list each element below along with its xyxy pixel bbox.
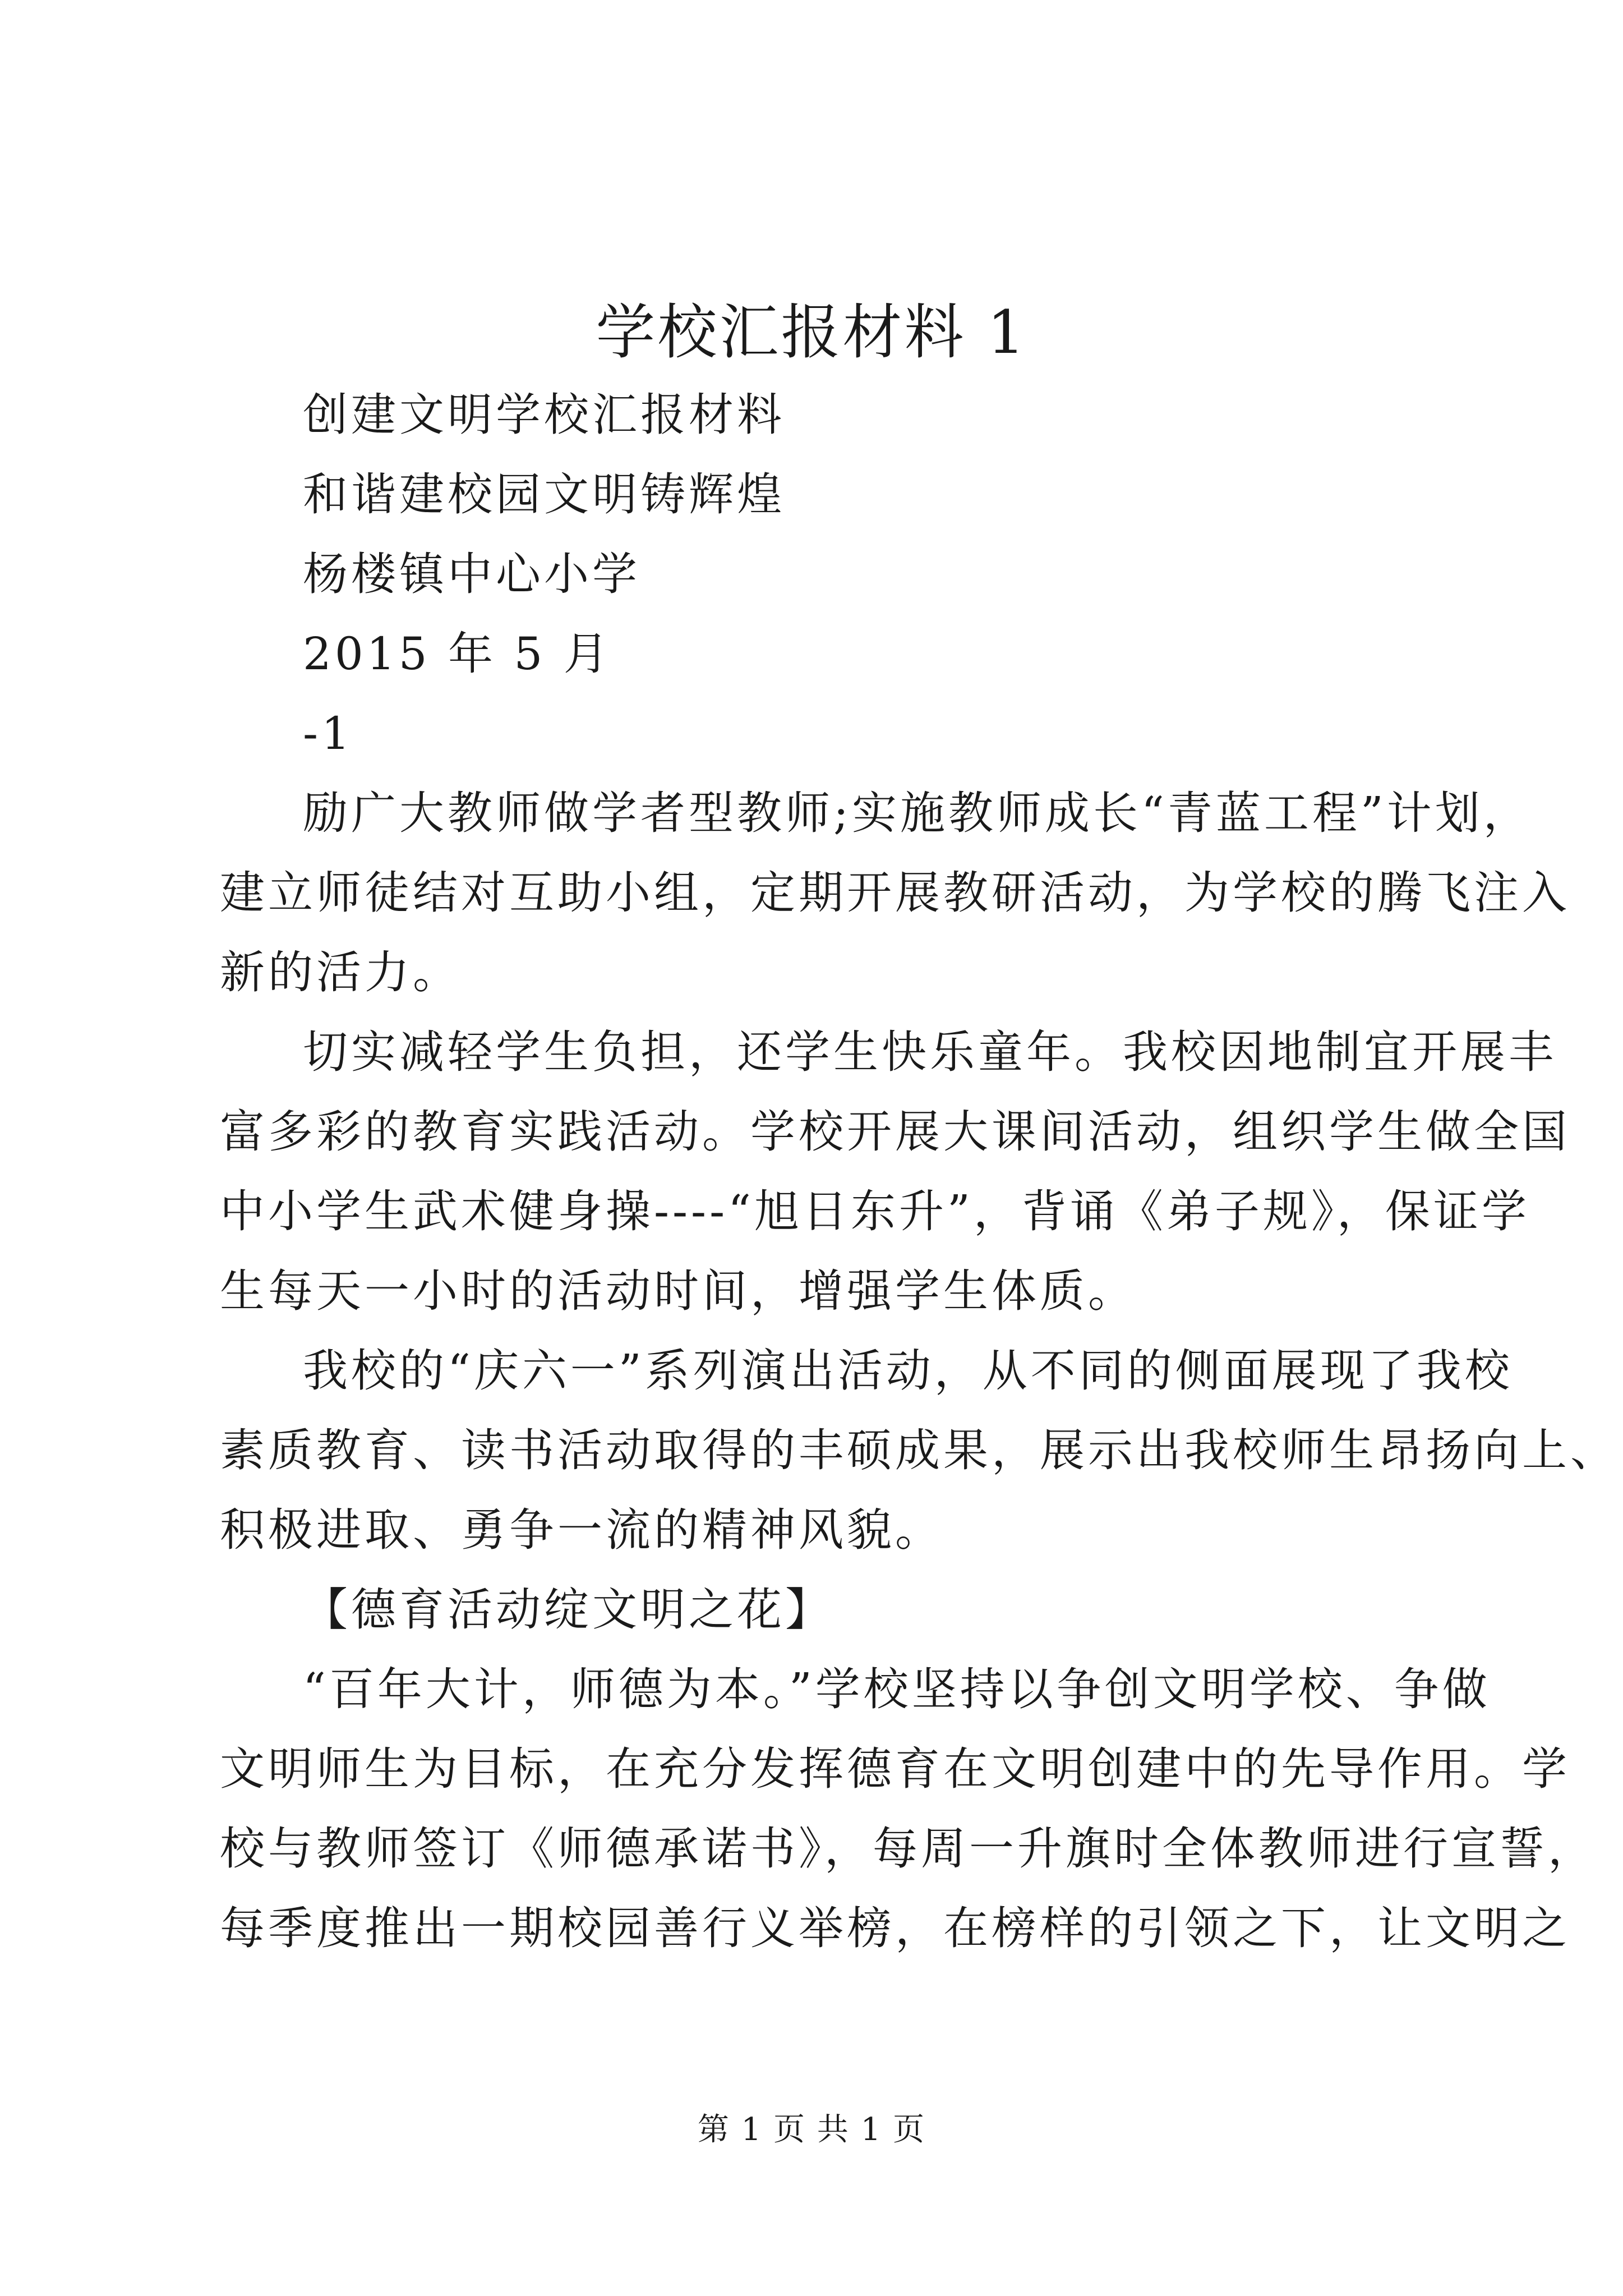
paragraph-line: 新的活力。	[220, 946, 461, 999]
paragraph-line: “百年大计，师德为本。”学校坚持以争创文明学校、争做	[303, 1663, 1491, 1715]
paragraph-line: 中小学生武术健身操----“旭日东升”，背诵《弟子规》，保证学	[220, 1185, 1530, 1237]
paragraph-line: 励广大教师做学者型教师;实施教师成长“青蓝工程”计划，	[303, 787, 1532, 839]
paragraph-line: 生每天一小时的活动时间，增强学生体质。	[220, 1265, 1136, 1317]
section-heading-text: 【德育活动绽文明之花】	[303, 1584, 833, 1636]
slogan-line: 和谐建校园文明铸辉煌	[303, 468, 785, 521]
paragraph-line: 建立师徒结对互助小组，定期开展教研活动，为学校的腾飞注入	[220, 867, 1570, 919]
paragraph-line: 文明师生为目标，在充分发挥德育在文明创建中的先导作用。学	[220, 1743, 1570, 1795]
document-title: 学校汇报材料 1	[596, 298, 1027, 367]
paragraph-line: 校与教师签订《师德承诺书》，每周一升旗时全体教师进行宣誓，	[220, 1823, 1596, 1875]
paragraph-line: 切实减轻学生负担，还学生快乐童年。我校因地制宜开展丰	[303, 1026, 1557, 1078]
paragraph-line: 我校的“庆六一”系列演出活动，从不同的侧面展现了我校	[303, 1345, 1513, 1397]
section-number-line: -1	[303, 707, 353, 760]
paragraph-line: 每季度推出一期校园善行义举榜，在榜样的引领之下，让文明之	[220, 1902, 1570, 1954]
school-name-line: 杨楼镇中心小学	[303, 548, 640, 600]
paragraph-line: 素质教育、读书活动取得的丰硕成果，展示出我校师生昂扬向上、	[220, 1424, 1619, 1476]
subtitle-line: 创建文明学校汇报材料	[303, 389, 785, 441]
page-footer: 第 1 页 共 1 页	[697, 2111, 926, 2148]
paragraph-line: 积极进取、勇争一流的精神风貌。	[220, 1504, 943, 1556]
date-line: 2015 年 5 月	[303, 628, 612, 680]
paragraph-line: 富多彩的教育实践活动。学校开展大课间活动，组织学生做全国	[220, 1106, 1570, 1158]
